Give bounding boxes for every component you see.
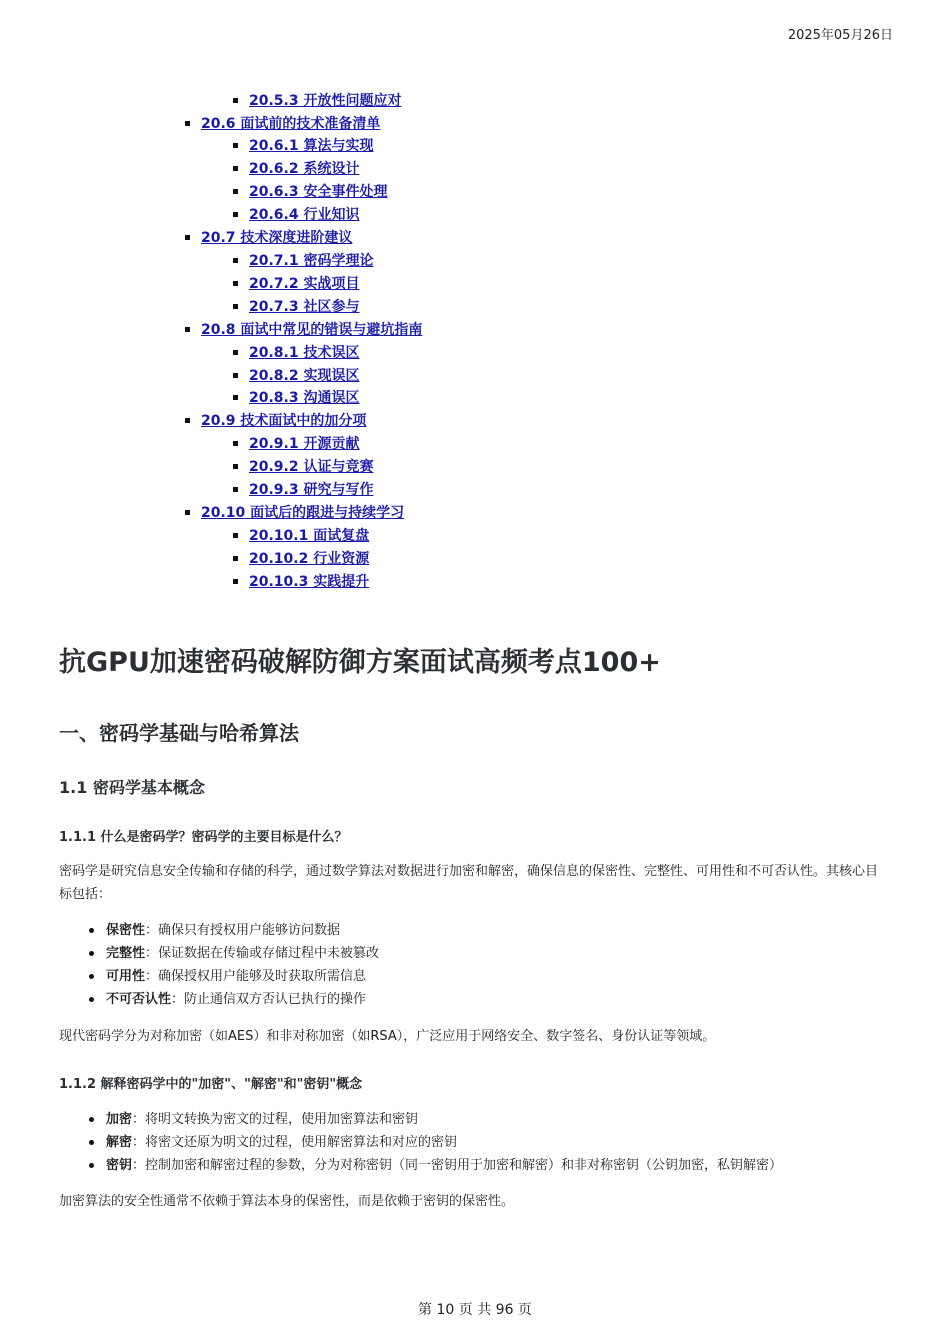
question-heading: 1.1.1 什么是密码学？密码学的主要目标是什么？	[59, 830, 348, 845]
bullet-icon	[233, 487, 238, 492]
toc-link[interactable]: 20.9 技术面试中的加分项	[201, 413, 367, 429]
paragraph: 加密算法的安全性通常不依赖于算法本身的保密性，而是依赖于密钥的保密性。	[59, 1194, 515, 1209]
bullet-icon	[233, 556, 238, 561]
bullet-icon	[233, 441, 238, 446]
bullet-icon	[185, 510, 190, 515]
document-title: 抗GPU加速密码破解防御方案面试高频考点100+	[59, 647, 661, 678]
term: 密钥	[106, 1158, 133, 1173]
question-heading: 1.1.2 解释密码学中的"加密"、"解密"和"密钥"概念	[59, 1077, 363, 1092]
term: 解密	[106, 1135, 133, 1150]
paragraph: 密码学是研究信息安全传输和存储的科学，通过数学算法对数据进行加密和解密，确保信息的保密性、完整性、可用性和不可否认性。其核心目标包括：	[59, 864, 879, 902]
term-desc: ：防止通信双方否认已执行的操作	[171, 992, 367, 1007]
term-desc: ：确保只有授权用户能够访问数据	[145, 923, 341, 938]
bullet-icon	[233, 258, 238, 263]
list-item	[59, 1154, 889, 1177]
toc-link[interactable]: 20.7 技术深度进阶建议	[201, 230, 353, 246]
bullet-icon	[233, 373, 238, 378]
bullet-list	[59, 1108, 889, 1177]
toc-link[interactable]: 20.7.3 社区参与	[249, 299, 360, 315]
bullet-icon	[233, 189, 238, 194]
toc-link[interactable]: 20.9.2 认证与竞赛	[249, 459, 374, 475]
bullet-icon	[185, 418, 190, 423]
toc-link[interactable]: 20.9.1 开源贡献	[249, 436, 360, 452]
term-desc: ：保证数据在传输或存储过程中未被篡改	[145, 946, 380, 961]
toc-link[interactable]: 20.6 面试前的技术准备清单	[201, 116, 381, 132]
section-heading: 一、密码学基础与哈希算法	[59, 721, 299, 745]
bullet-icon	[185, 327, 190, 332]
term-desc: ：确保授权用户能够及时获取所需信息	[145, 969, 367, 984]
paragraph: 现代密码学分为对称加密（如AES）和非对称加密（如RSA），广泛应用于网络安全、数字签名、身份认证等领域。	[59, 1029, 716, 1044]
toc-link[interactable]: 20.8.2 实现误区	[249, 368, 360, 384]
term: 加密	[106, 1112, 133, 1127]
toc-link[interactable]: 20.10.3 实践提升	[249, 574, 370, 590]
bullet-icon	[233, 143, 238, 148]
term: 不可否认性	[106, 992, 172, 1007]
list-item	[59, 1131, 889, 1154]
header-date: 2025年05月26日	[787, 28, 893, 43]
toc-link[interactable]: 20.10 面试后的跟进与持续学习	[201, 505, 405, 521]
page-number: 第 10 页 共 96 页	[418, 1302, 532, 1318]
toc-link[interactable]: 20.9.3 研究与写作	[249, 482, 374, 498]
toc-link[interactable]: 20.8.1 技术误区	[249, 345, 360, 361]
bullet-icon	[185, 121, 190, 126]
subsection-heading: 1.1 密码学基本概念	[59, 778, 205, 797]
toc-link[interactable]: 20.10.2 行业资源	[249, 551, 370, 567]
list-item	[59, 919, 889, 942]
term-desc: ：将密文还原为明文的过程，使用解密算法和对应的密钥	[132, 1135, 458, 1150]
bullet-list	[59, 919, 889, 1011]
list-item	[59, 988, 889, 1011]
bullet-icon	[233, 464, 238, 469]
bullet-icon	[233, 281, 238, 286]
toc-link[interactable]: 20.5.3 开放性问题应对	[249, 93, 402, 109]
toc-link[interactable]: 20.10.1 面试复盘	[249, 528, 370, 544]
bullet-icon	[233, 579, 238, 584]
term: 可用性	[106, 969, 146, 984]
toc-link[interactable]: 20.6.2 系统设计	[249, 161, 360, 177]
list-item	[59, 1108, 889, 1131]
toc-link[interactable]: 20.6.4 行业知识	[249, 207, 360, 223]
bullet-icon	[233, 98, 238, 103]
term: 完整性	[106, 946, 146, 961]
bullet-icon	[185, 235, 190, 240]
toc-link[interactable]: 20.6.3 安全事件处理	[249, 184, 388, 200]
toc-link[interactable]: 20.6.1 算法与实现	[249, 138, 374, 154]
list-item	[59, 942, 889, 965]
bullet-icon	[233, 166, 238, 171]
toc-link[interactable]: 20.8 面试中常见的错误与避坑指南	[201, 322, 423, 338]
bullet-icon	[233, 533, 238, 538]
bullet-icon	[233, 395, 238, 400]
toc-link[interactable]: 20.7.1 密码学理论	[249, 253, 374, 269]
toc-link[interactable]: 20.8.3 沟通误区	[249, 390, 360, 406]
term: 保密性	[106, 923, 146, 938]
term-desc: ：控制加密和解密过程的参数，分为对称密钥（同一密钥用于加密和解密）和非对称密钥（公钥加密，私钥解密）	[132, 1158, 783, 1173]
list-item	[59, 965, 889, 988]
bullet-icon	[233, 350, 238, 355]
toc-link[interactable]: 20.7.2 实战项目	[249, 276, 360, 292]
term-desc: ：将明文转换为密文的过程，使用加密算法和密钥	[132, 1112, 419, 1127]
bullet-icon	[233, 304, 238, 309]
bullet-icon	[233, 212, 238, 217]
